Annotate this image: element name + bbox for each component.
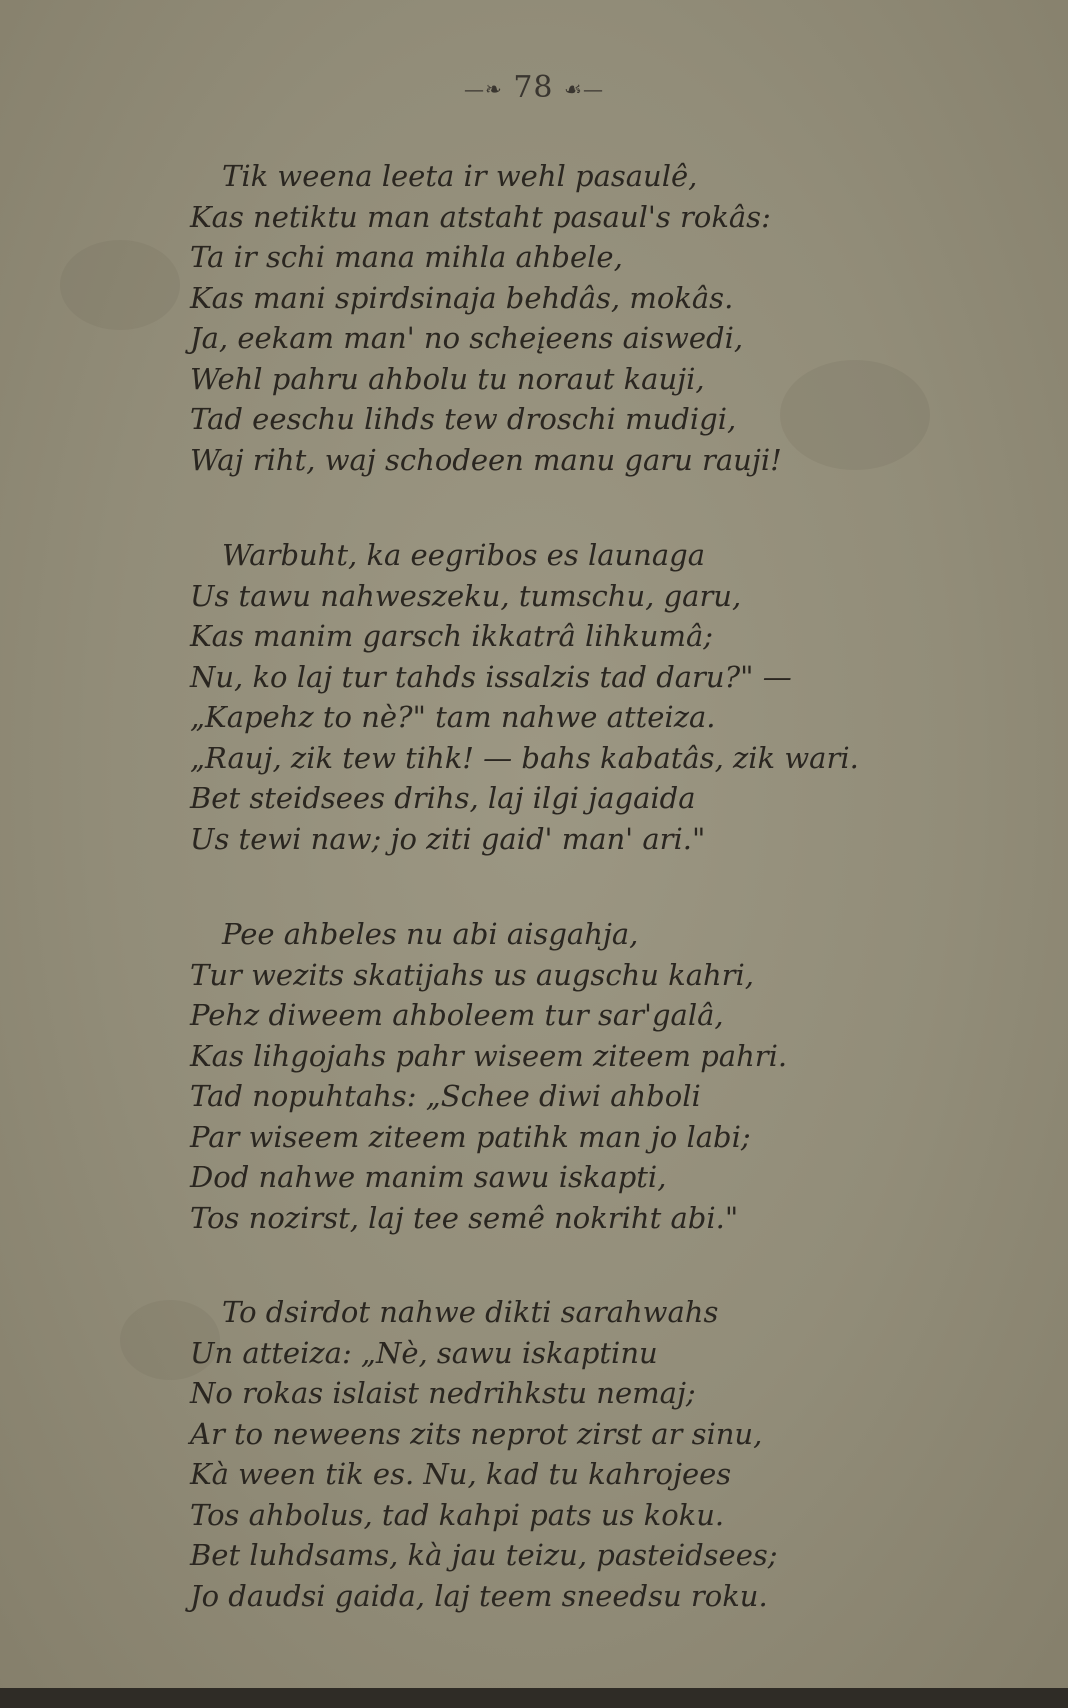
verse-line: To dsirdot nahwe dikti sarahwahs <box>222 1295 719 1329</box>
page-number-header <box>0 70 1068 105</box>
verse-line: Kas manim garsch ikkatrâ lihkumâ; <box>190 619 714 653</box>
stanza-1 <box>190 156 1050 480</box>
verse-line: Bet steidsees drihs, laj ilgi jagaida <box>190 781 696 815</box>
verse-line: Ar to neweens zits neprot zirst ar sinu, <box>190 1416 763 1451</box>
verse-line: Kà ween tik es. Nu, kad tu kahrojees <box>190 1457 732 1491</box>
verse-line: Par wiseem ziteem patihk man jo labi; <box>190 1119 751 1154</box>
verse-line: Bet luhdsams, kà jau teizu, pasteidsees; <box>190 1538 778 1572</box>
verse-line: Tad nopuhtahs: „Schee diwi ahboli <box>190 1079 701 1113</box>
stanza-4 <box>190 1292 1050 1616</box>
verse-line: Ta ir schi mana mihla ahbele, <box>190 240 623 274</box>
verse-line: Tik weena leeta ir wehl pasaulê, <box>222 159 698 193</box>
verse-line: Pehz diweem ahboleem tur sar'galâ, <box>190 998 724 1032</box>
verse-line: Waj riht, waj schodeen manu garu rauji! <box>190 442 782 477</box>
verse-line: Tos nozirst, laj tee semê nokriht abi." <box>190 1200 739 1235</box>
verse-line: Ja, eekam man' no scheįeens aiswedi, <box>190 321 744 355</box>
verse-line: Warbuht, ka eegribos es launaga <box>222 538 706 572</box>
verse-line: „Kapehz to nè?" tam nahwe atteiza. <box>190 700 716 734</box>
verse-line: Tos ahbolus, tad kahpi pats us koku. <box>190 1497 725 1532</box>
verse-line: Tad eeschu lihds tew droschi mudigi, <box>190 402 737 436</box>
verse-line: Kas mani spirdsinaja behdâs, mokâs. <box>190 280 734 315</box>
page-number: 78 <box>513 70 554 105</box>
verse-line: Wehl pahru ahbolu tu noraut kauji, <box>190 361 705 396</box>
verse-line: Nu, ko laj tur tahds issalzis tad daru?" — <box>190 659 792 694</box>
verse-line: Pee ahbeles nu abi aisgahja, <box>222 917 639 951</box>
verse-line: Dod nahwe manim sawu iskapti, <box>190 1160 667 1194</box>
verse-line: Jo daudsi gaida, laj teem sneedsu roku. <box>190 1578 768 1613</box>
ornament-right-icon: ☙— <box>564 77 604 101</box>
verse-line: Kas netiktu man atstaht pasaul's rokâs: <box>190 199 771 234</box>
page-bottom-edge <box>0 1688 1068 1708</box>
stanza-3 <box>190 914 1050 1238</box>
verse-line: Tur wezits skatijahs us augschu kahri, <box>190 957 755 992</box>
paper-stain <box>60 240 180 330</box>
ornament-left-icon: —❧ <box>464 77 503 101</box>
verse-line: No rokas islaist nedrihkstu nemaj; <box>190 1376 696 1410</box>
verse-line: Us tawu nahweszeku, tumschu, garu, <box>190 578 742 613</box>
verse-line: Us tewi naw; jo ziti gaid' man' ari." <box>190 821 706 856</box>
verse-line: Un atteiza: „Nè, sawu iskaptinu <box>190 1335 658 1370</box>
stanza-2 <box>190 535 1050 859</box>
verse-line: Kas lihgojahs pahr wiseem ziteem pahri. <box>190 1038 788 1073</box>
verse-line: „Rauj, zik tew tihk! — bahs kabatâs, zik wari. <box>190 740 859 775</box>
